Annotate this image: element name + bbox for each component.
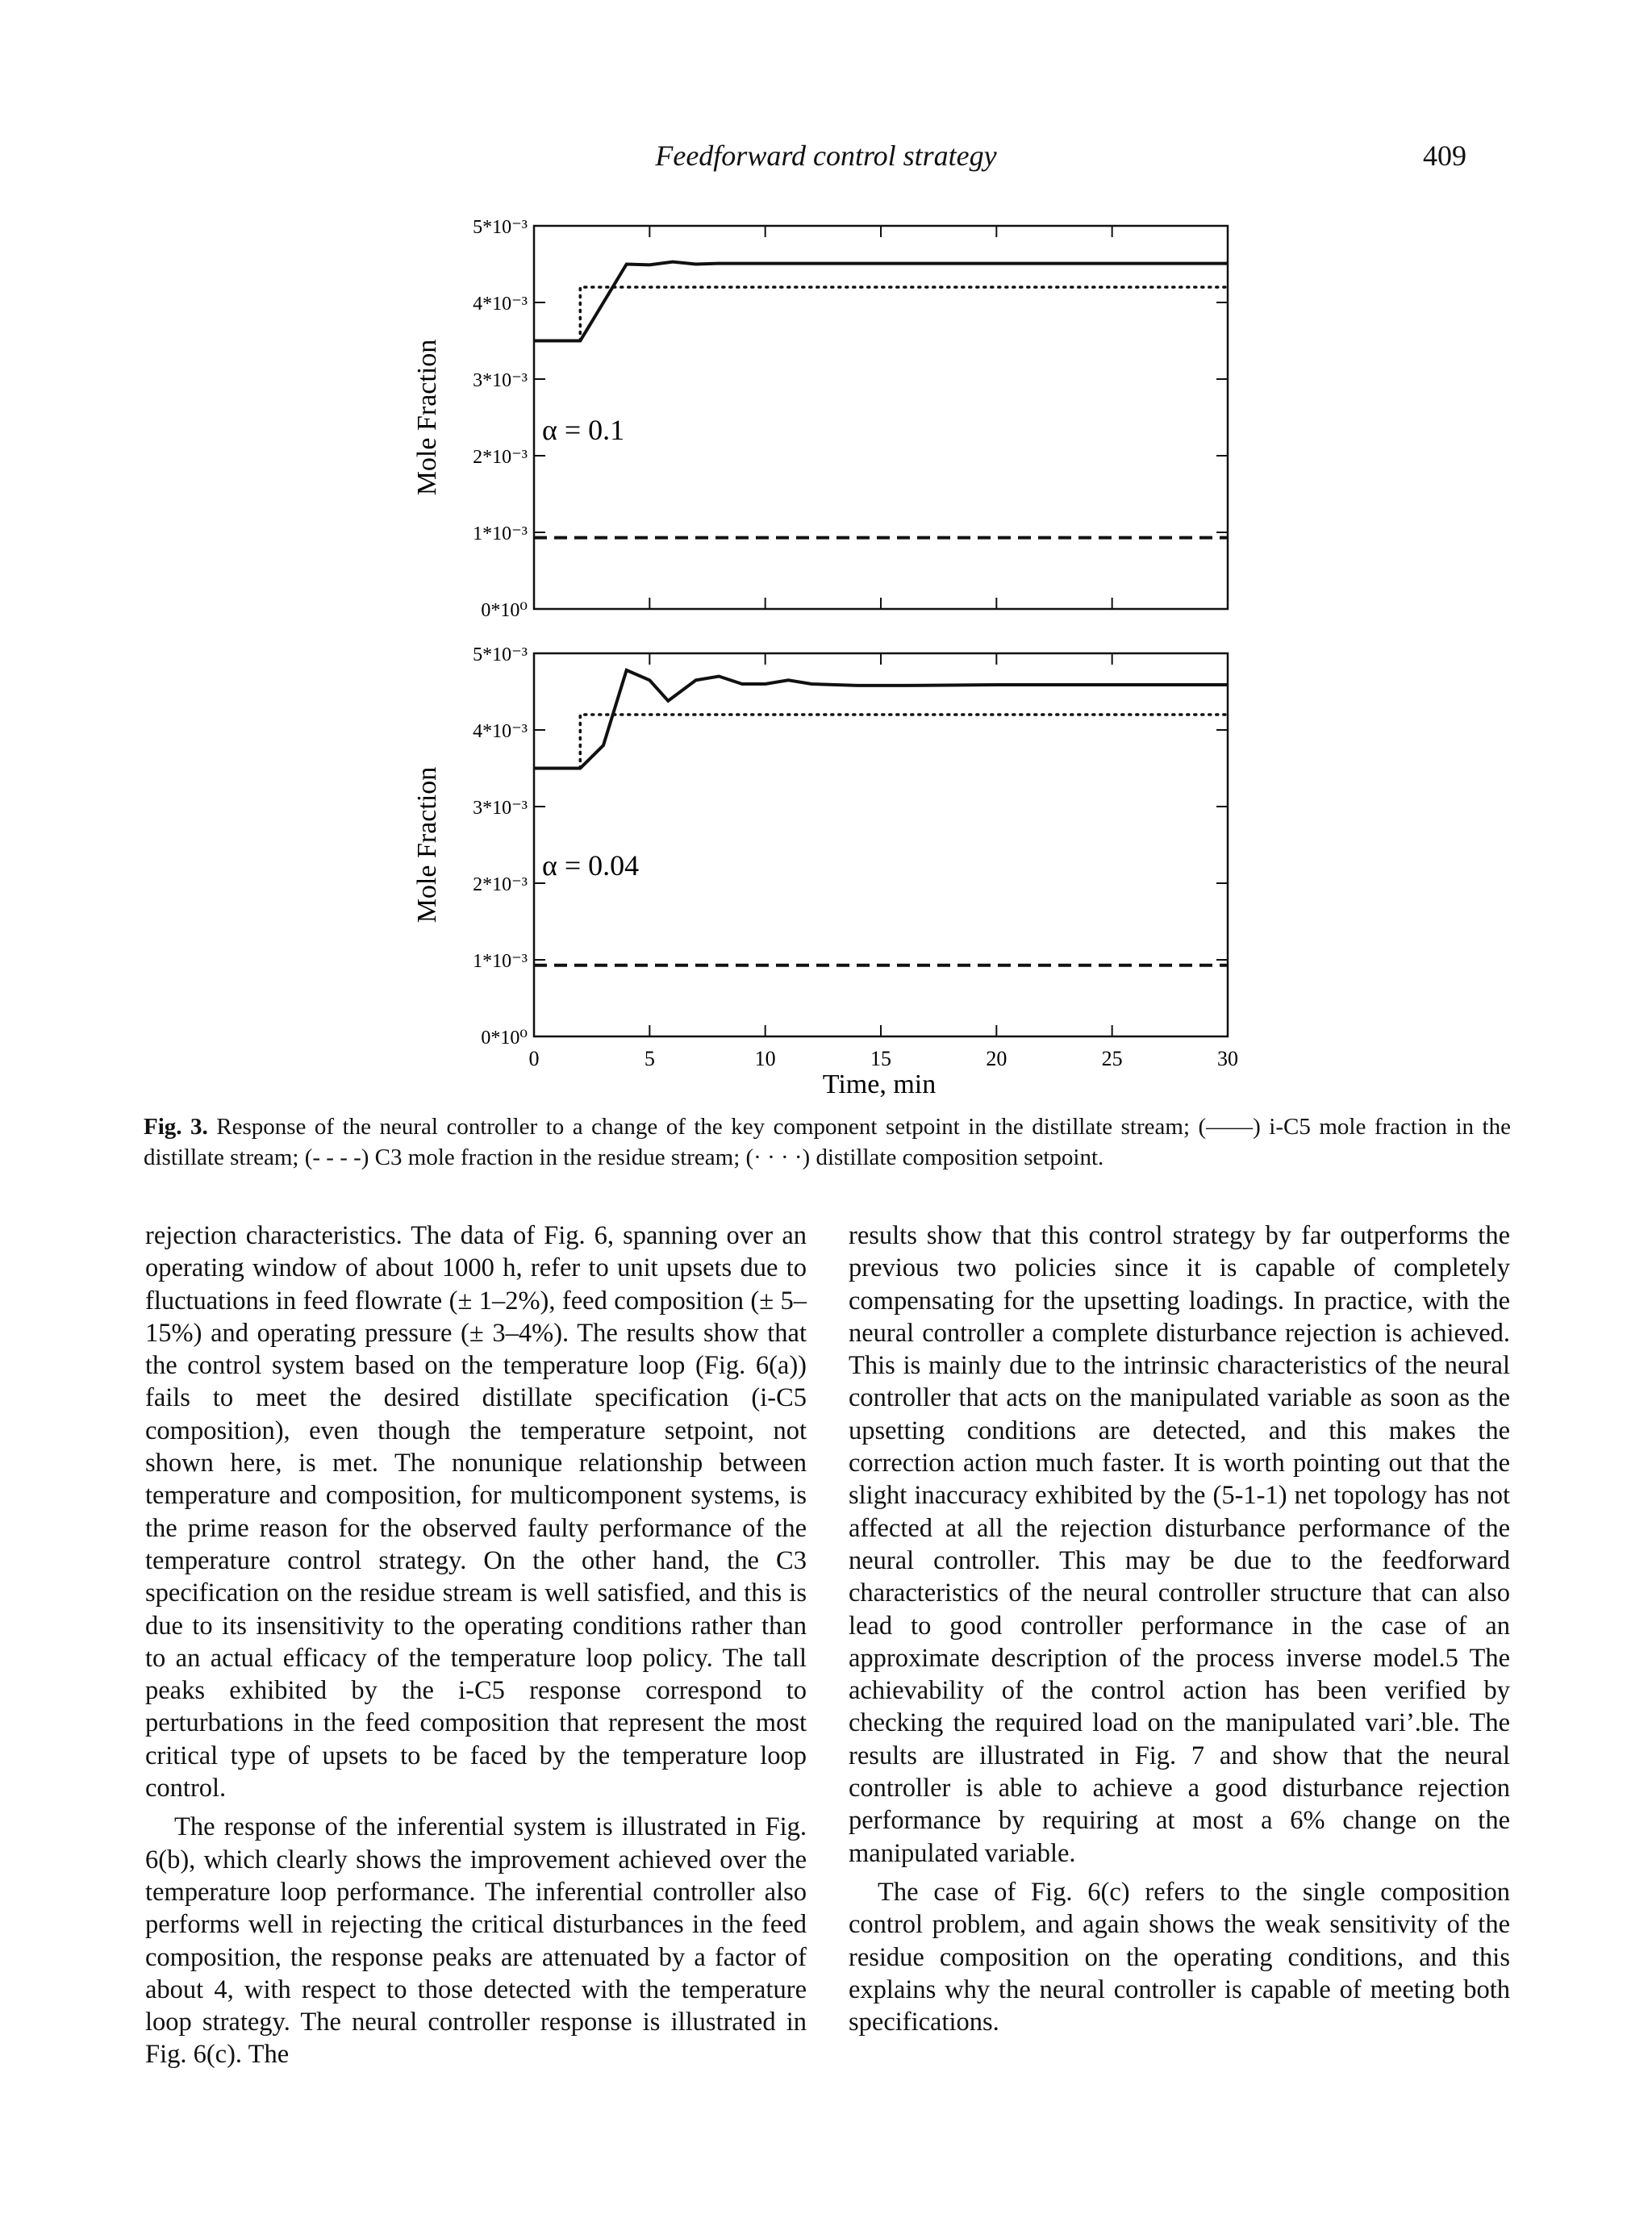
figure-caption <box>144 1111 1511 1173</box>
x-tick-label: 20 <box>986 1047 1007 1070</box>
plot-frame <box>534 653 1228 1036</box>
running-title: Feedforward control strategy <box>655 140 997 172</box>
page-number: 409 <box>1423 140 1466 172</box>
y-tick-label: 3*10⁻³ <box>473 370 528 391</box>
chart-panel-alpha-0.04 <box>412 644 1238 1070</box>
paragraph: The case of Fig. 6(c) refers to the single composition control problem, and again shows the weak sensitivity of the residue composition on the operating conditions, and this explains why the neural controller is capable of meeting both specifications. <box>849 1877 1510 2037</box>
y-tick-label: 5*10⁻³ <box>473 217 528 238</box>
y-axis-label: Mole Fraction <box>412 766 442 924</box>
y-tick-label: 3*10⁻³ <box>473 798 528 819</box>
x-tick-label: 30 <box>1217 1047 1238 1070</box>
y-tick-label: 4*10⁻³ <box>473 294 528 315</box>
figure-label: Fig. 3. <box>144 1114 208 1140</box>
alpha-annotation: α = 0.1 <box>542 414 625 446</box>
figure-caption-text: Response of the neural controller to a change of the key component setpoint in the distillate stream; (——) i-C5 mole fraction in the distillate stream; (- - - -) C3 mole fraction in the residue stream; (· · · ·) distillate composition setpoint. <box>144 1114 1511 1170</box>
y-tick-label: 1*10⁻³ <box>473 951 528 972</box>
paragraph: rejection characteristics. The data of Fig. 6, spanning over an operating window of about 1000 h, refer to unit upsets due to fluctuations in feed flowrate (± 1–2%), feed composition (± 5–15%) and operating pressure (± 3–4%). The results show that the control system based on the temperature loop (Fig. 6(a)) fails to meet the desired distillate specification (i-C5 composition), even though the temperature setpoint, not shown here, is met. The nonunique relationship between temperature and composition, for multicomponent systems, is the prime reason for the observed faulty performance of the temperature control strategy. On the other hand, the C3 specification on the residue stream is well satisfied, and this is due to its insensitivity to the operating conditions rather than to an actual efficacy of the temperature loop policy. The tall peaks exhibited by the i-C5 response correspond to perturbations in the feed composition that represent the most critical type of upsets to be faced by the temperature loop control. <box>145 1221 807 1803</box>
y-tick-label: 1*10⁻³ <box>473 523 528 544</box>
figure-3 <box>0 0 1652 1105</box>
series-i-c5-distillate <box>534 670 1228 769</box>
x-tick-label: 0 <box>528 1047 540 1070</box>
x-tick-label: 25 <box>1101 1047 1123 1070</box>
body-column-right <box>849 1220 1510 2038</box>
paragraph: results show that this control strategy by far outperforms the previous two policies since it is capable of completely compensating for the upsetting loadings. In practice, with the neural controller a complete disturbance rejection is achieved. This is mainly due to the intrinsic characteristics of the neural controller that acts on the manipulated variable as soon as the upsetting conditions are detected, and this makes the correction action much faster. It is worth pointing out that the slight inaccuracy exhibited by the (5-1-1) net topology has not affected at all the rejection disturbance performance of the neural controller. This may be due to the feedforward characteristics of the neural controller structure that can also lead to good controller performance in the case of an approximate description of the process inverse model.5 The achievability of the control action has been verified by checking the required load on the manipulated vari’.ble. The results are illustrated in Fig. 7 and show that the neural controller is able to achieve a good disturbance rejection performance by requiring at most a 6% change on the manipulated variable. <box>849 1221 1510 1868</box>
x-axis-label: Time, min <box>822 1070 937 1099</box>
y-tick-label: 2*10⁻³ <box>473 874 528 895</box>
x-tick-label: 15 <box>870 1047 891 1070</box>
series-i-c5-distillate <box>534 262 1228 341</box>
paragraph: The response of the inferential system is illustrated in Fig. 6(b), which clearly shows the improvement achieved over the temperature loop performance. The inferential controller also performs well in rejecting the critical disturbances in the feed composition, the response peaks are attenuated by a factor of about 4, with respect to those detected with the temperature loop strategy. The neural controller response is illustrated in Fig. 6(c). The <box>145 1812 807 2070</box>
chart-panel-alpha-0.1 <box>412 217 1228 621</box>
y-tick-label: 0*10⁰ <box>481 1028 528 1049</box>
y-tick-label: 5*10⁻³ <box>473 644 528 665</box>
series-setpoint <box>580 715 1228 769</box>
y-tick-label: 0*10⁰ <box>481 600 528 621</box>
y-tick-label: 4*10⁻³ <box>473 721 528 742</box>
x-tick-label: 10 <box>754 1047 776 1070</box>
x-tick-label: 5 <box>644 1047 655 1070</box>
body-column-left <box>145 1220 807 2071</box>
series-setpoint <box>580 287 1228 341</box>
alpha-annotation: α = 0.04 <box>542 849 640 882</box>
plot-frame <box>534 226 1228 609</box>
y-axis-label: Mole Fraction <box>412 339 442 496</box>
y-tick-label: 2*10⁻³ <box>473 447 528 468</box>
